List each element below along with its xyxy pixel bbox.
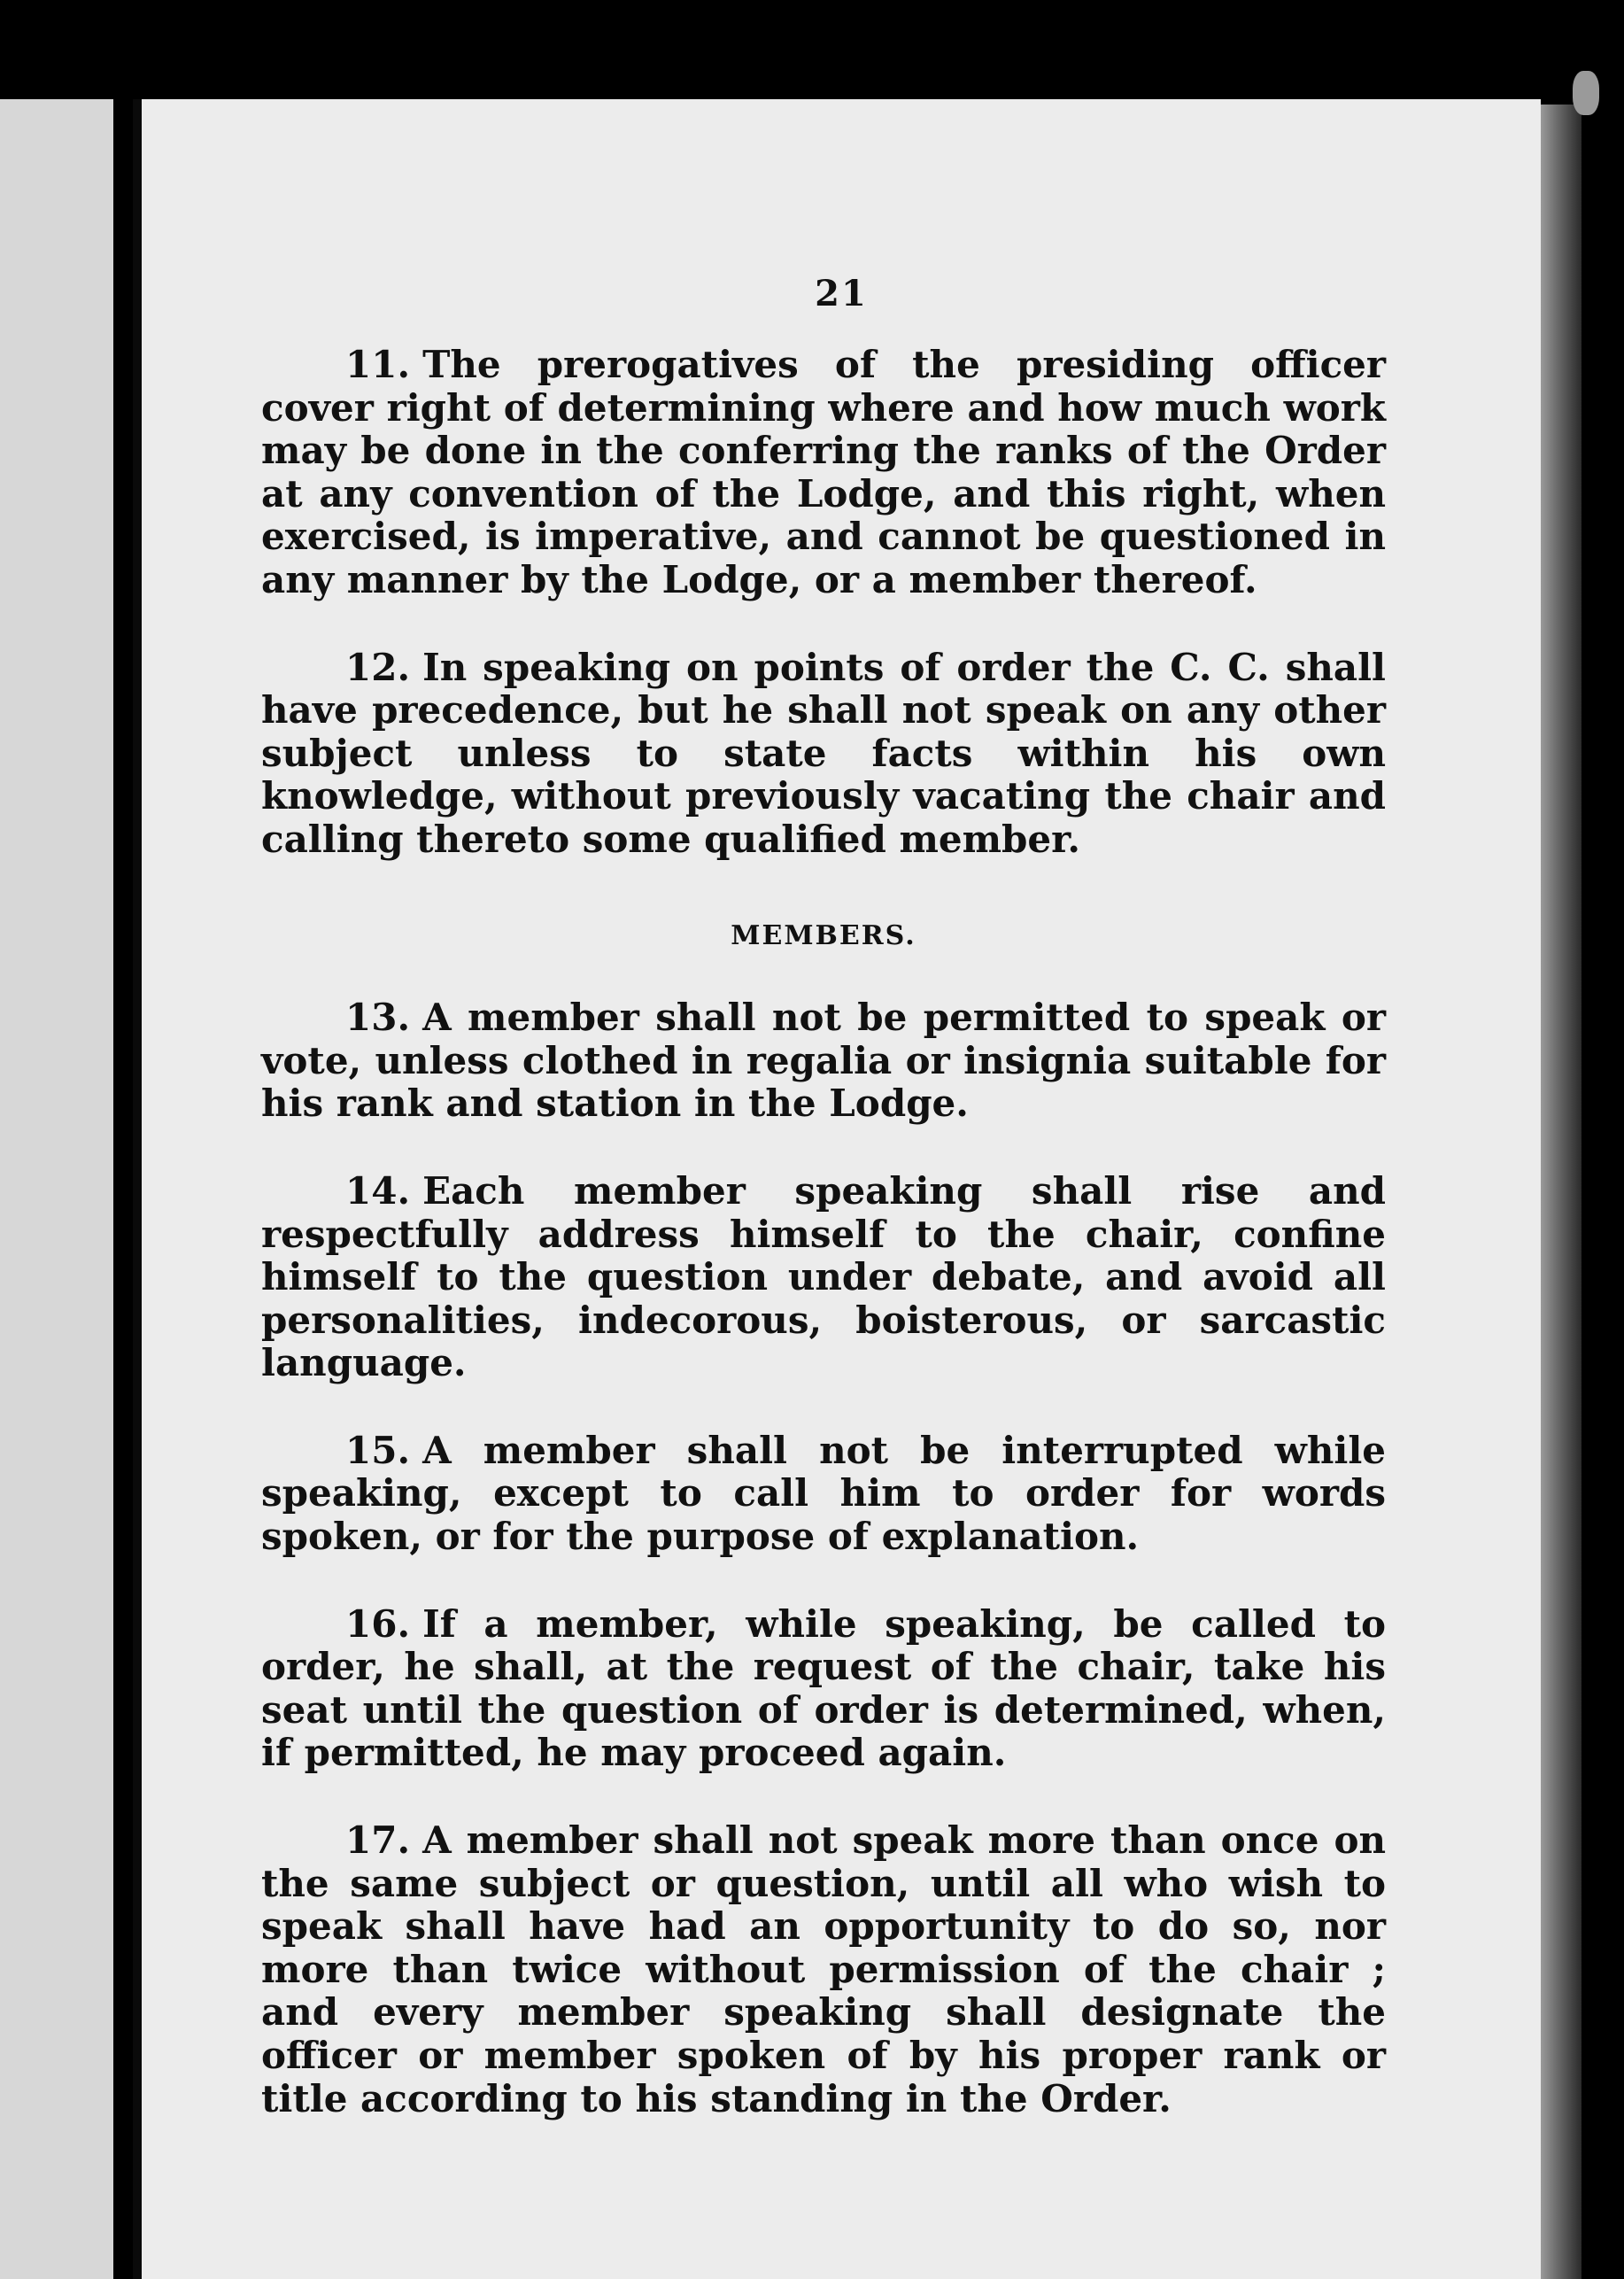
rule-number: 17. (345, 1818, 411, 1863)
rule-paragraph-12 (261, 647, 1386, 862)
document-page (133, 99, 1541, 2279)
page-edge-shadow (1541, 105, 1581, 2279)
rule-paragraph-16 (261, 1603, 1386, 1775)
rule-number: 16. (345, 1601, 411, 1646)
rule-paragraph-14 (261, 1170, 1386, 1385)
page-body (261, 344, 1386, 2165)
rule-text: Each member speaking shall rise and respectfully address himself to the chair, confine himself to the question under debate, and avoid all personalities, indecorous, boisterous, or sarcastic language. (261, 1168, 1386, 1385)
page-number: 21 (815, 273, 868, 314)
rule-text: If a member, while speaking, be called to order, he shall, at the request of the chair, take his seat until the question of order is determined, when, if permitted, he may proceed again. (261, 1601, 1386, 1775)
rule-text: A member shall not be interrupted while speaking, except to call him to order for words spoken, or for the purpose of explanation. (261, 1428, 1386, 1559)
rule-number: 14. (345, 1168, 411, 1213)
scan-speck (1573, 71, 1599, 115)
scan-speck (864, 7, 884, 23)
rule-text: A member shall not speak more than once on the same subject or question, until all who wish to speak shall have had an opportunity to do so, nor more than twice without permission of the chair ; and every member speaking shall designate the officer or member spoken of by his proper rank or title according to his standing in the Order. (261, 1818, 1386, 2120)
rule-text: In speaking on points of order the C. C. shall have precedence, but he shall not speak on any other subject unless to state facts within his own knowledge, without previously vacating the chair and calling thereto some qualified member. (261, 645, 1386, 861)
facing-page-edge (0, 99, 113, 2279)
rule-number: 12. (345, 645, 411, 689)
rule-number: 13. (345, 996, 411, 1040)
rule-paragraph-17 (261, 1819, 1386, 2120)
rule-number: 15. (345, 1428, 411, 1472)
section-heading: MEMBERS. (731, 919, 916, 951)
rule-paragraph-13 (261, 996, 1386, 1126)
rule-text: The prerogatives of the presiding officer cover right of determining where and how much work may be done in the conferring the ranks of the Order at any convention of the Lodge, and this right, when exercised, is imperative, and cannot be questioned in any manner by the Lodge, or a member thereof. (261, 343, 1386, 601)
rule-number: 11. (345, 343, 411, 386)
rule-paragraph-15 (261, 1430, 1386, 1559)
rule-text: A member shall not be permitted to speak or vote, unless clothed in regalia or insignia suitable for his rank and station in the Lodge. (261, 996, 1386, 1126)
scan-speck (724, 62, 747, 97)
rule-paragraph-11 (261, 344, 1386, 602)
